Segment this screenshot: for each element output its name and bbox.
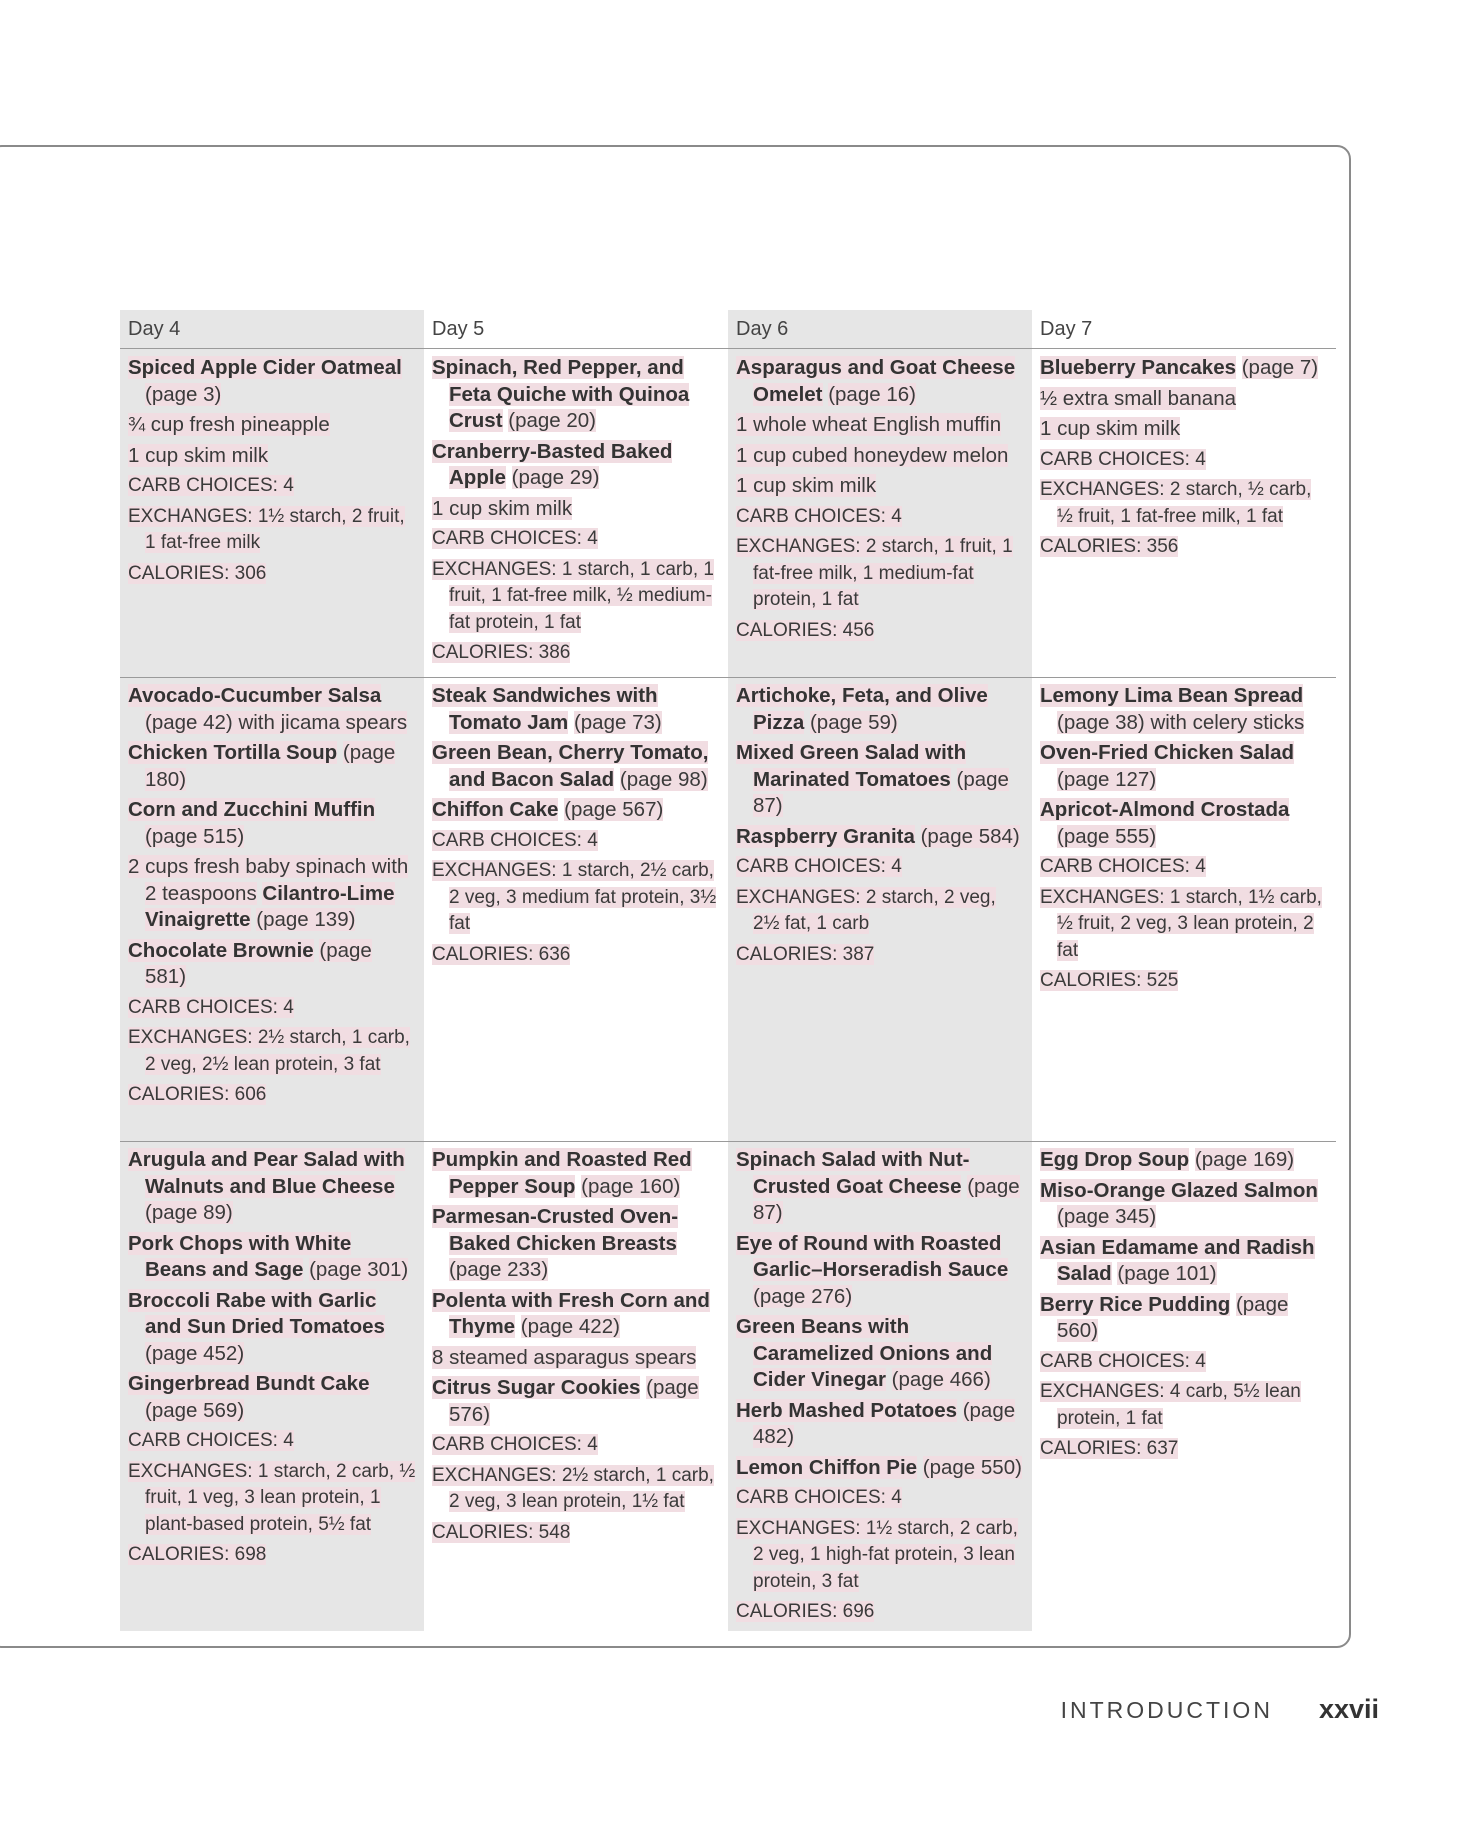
carb-choices-text: CARB CHOICES: 4: [1040, 448, 1206, 470]
day-header: Day 4: [128, 318, 181, 340]
meal-item: [736, 824, 1024, 851]
calories-text: CALORIES: 356: [1040, 536, 1179, 557]
page-reference: (page 59): [809, 710, 898, 734]
meal-item: [128, 1371, 416, 1424]
meal-item: [432, 1204, 720, 1284]
recipe-name: Berry Rice Pudding: [1040, 1292, 1231, 1316]
calories: [1040, 1436, 1328, 1463]
page-reference: (page 87): [753, 1174, 1020, 1224]
meal-item: [1040, 1147, 1328, 1174]
recipe-name: Avocado-Cucumber Salsa: [128, 684, 382, 707]
calories-text: CALORIES: 636: [432, 943, 571, 965]
recipe-name: Parmesan-Crusted Oven-Baked Chicken Breasts: [432, 1205, 679, 1255]
recipe-name: Raspberry Granita: [736, 824, 915, 848]
carb-choices-text: CARB CHOICES: 4: [128, 475, 294, 496]
carb-choices: [128, 995, 416, 1022]
meal-item: [736, 1231, 1024, 1311]
recipe-name: Spinach Salad with Nut-Crusted Goat Cheese: [736, 1148, 970, 1198]
meal-item-text: 1 cup skim milk: [736, 474, 877, 497]
recipe-name: Asian Edamame and Radish Salad: [1040, 1235, 1315, 1285]
meal-item: [1040, 797, 1328, 850]
exchanges: [1040, 477, 1328, 530]
page-reference: (page 87): [753, 767, 1009, 817]
exchanges-text: EXCHANGES: 2 starch, 1 fruit, 1 fat-free milk, 1 medium-fat protein, 1 fat: [736, 536, 1013, 610]
calories-text: CALORIES: 548: [432, 1521, 571, 1543]
meal-item-text: 1 cup skim milk: [128, 443, 269, 467]
exchanges: [1040, 1379, 1328, 1432]
exchanges-text: EXCHANGES: 1½ starch, 2 carb, 2 veg, 1 high-fat protein, 3 lean protein, 3 fat: [736, 1517, 1018, 1592]
meal-item: [736, 1314, 1024, 1394]
calories: [736, 942, 1024, 969]
recipe-name: Polenta with Fresh Corn and Thyme: [432, 1288, 710, 1338]
page-reference: (page 581): [145, 938, 372, 988]
meal-item: [736, 683, 1024, 736]
meal-item: [128, 797, 416, 850]
meal-item: [432, 797, 720, 824]
meal-item: [432, 439, 720, 492]
meal-item: [128, 1231, 416, 1284]
meal-item: [736, 1147, 1024, 1227]
exchanges-text: EXCHANGES: 1 starch, 2 carb, ½ fruit, 1 veg, 3 lean protein, 1 plant-based protein, 5½ fat: [128, 1460, 416, 1535]
recipe-name: Chocolate Brownie: [128, 938, 314, 962]
meal-item: [432, 496, 720, 523]
meal-item: [432, 1345, 720, 1372]
exchanges-text: EXCHANGES: 2 starch, ½ carb, ½ fruit, 1 fat-free milk, 1 fat: [1040, 479, 1312, 527]
meal-item: [128, 740, 416, 793]
page-reference: (page 98): [619, 767, 708, 791]
recipe-name: Blueberry Pancakes: [1040, 356, 1237, 379]
recipe-name: Green Bean, Cherry Tomato, and Bacon Salad: [432, 741, 709, 791]
exchanges-text: EXCHANGES: 1 starch, 1 carb, 1 fruit, 1 fat-free milk, ½ medium-fat protein, 1 fat: [432, 558, 714, 633]
exchanges: [736, 1516, 1024, 1596]
page-reference: (page 101): [1117, 1262, 1217, 1285]
page-reference: (page 16): [828, 382, 916, 406]
section-title: INTRODUCTION: [1060, 1697, 1273, 1723]
page-reference: (page 422): [520, 1315, 620, 1338]
page-number: xxvii: [1318, 1694, 1379, 1724]
meal-cell: [120, 1141, 424, 1631]
meal-item: [128, 683, 416, 736]
meal-cell: [424, 349, 728, 677]
calories-text: CALORIES: 456: [736, 619, 875, 641]
exchanges-text: EXCHANGES: 1 starch, 2½ carb, 2 veg, 3 medium fat protein, 3½ fat: [432, 860, 717, 934]
recipe-name: Herb Mashed Potatoes: [736, 1398, 957, 1422]
page-reference: (page 550): [922, 1455, 1022, 1479]
recipe-name: Pork Chops with White Beans and Sage: [128, 1231, 352, 1281]
page-reference: (page 180): [145, 741, 396, 791]
carb-choices-text: CARB CHOICES: 4: [432, 829, 598, 851]
calories-text: CALORIES: 386: [432, 642, 571, 663]
page-reference: (page 452): [145, 1341, 245, 1365]
day-header: Day 6: [736, 318, 789, 340]
meal-item-text: ¾ cup fresh pineapple: [128, 413, 330, 436]
recipe-name: Gingerbread Bundt Cake: [128, 1372, 370, 1395]
meal-item: [128, 1147, 416, 1227]
page-reference: (page 3): [145, 382, 222, 406]
page-reference: (page 89): [145, 1201, 233, 1224]
meal-item: [432, 1375, 720, 1428]
recipe-name: Lemon Chiffon Pie: [736, 1455, 918, 1479]
meal-item-text: 1 cup skim milk: [432, 496, 573, 520]
carb-choices: [432, 526, 720, 553]
meal-item: [1040, 1235, 1328, 1288]
page-reference: (page 233): [449, 1258, 549, 1281]
meal-item: [1040, 416, 1328, 443]
exchanges-text: EXCHANGES: 1½ starch, 2 fruit, 1 fat-free milk: [128, 505, 405, 553]
meal-item: [736, 473, 1024, 500]
recipe-name: Mixed Green Salad with Marinated Tomatoes: [736, 741, 967, 791]
exchanges-text: EXCHANGES: 1 starch, 1½ carb, ½ fruit, 2 veg, 3 lean protein, 2 fat: [1040, 886, 1322, 961]
meal-cell: [120, 349, 424, 677]
exchanges-text: EXCHANGES: 2½ starch, 1 carb, 2 veg, 3 lean protein, 1½ fat: [432, 1464, 714, 1512]
carb-choices-text: CARB CHOICES: 4: [128, 1430, 294, 1451]
calories: [128, 561, 416, 588]
meal-item: [128, 938, 416, 991]
calories: [128, 1542, 416, 1569]
recipe-name: Chiffon Cake: [432, 798, 559, 821]
carb-choices-text: CARB CHOICES: 4: [432, 1434, 598, 1455]
page-reference: (page 555): [1057, 824, 1157, 848]
recipe-name: Lemony Lima Bean Spread: [1040, 684, 1304, 707]
recipe-name: Steak Sandwiches with Tomato Jam: [432, 684, 658, 734]
meal-cell: [728, 1141, 1032, 1631]
calories-text: CALORIES: 606: [128, 1084, 267, 1105]
meal-item-text: 1 cup skim milk: [1040, 417, 1181, 440]
page-reference: (page 466): [891, 1368, 991, 1391]
calories: [128, 1082, 416, 1109]
page-reference: (page 7): [1241, 356, 1319, 379]
page-reference: (page 169): [1194, 1148, 1295, 1171]
meal-item: [1040, 386, 1328, 413]
calories: [1040, 968, 1328, 995]
carb-choices-text: CARB CHOICES: 4: [128, 996, 294, 1018]
page-reference: (page 567): [564, 798, 664, 821]
recipe-name: Citrus Sugar Cookies: [432, 1376, 641, 1399]
carb-choices: [432, 1432, 720, 1459]
carb-choices: [736, 1485, 1024, 1512]
recipe-name: Eye of Round with Roasted Garlic–Horseradish Sauce: [736, 1231, 1009, 1281]
page-reference: (page 576): [449, 1376, 699, 1426]
meal-item: [432, 740, 720, 793]
meal-item: [736, 443, 1024, 470]
meal-cell: [1032, 349, 1336, 677]
recipe-name: Broccoli Rabe with Garlic and Sun Dried Tomatoes: [128, 1288, 385, 1338]
carb-choices: [128, 1428, 416, 1455]
carb-choices-text: CARB CHOICES: 4: [1040, 856, 1206, 877]
calories: [1040, 534, 1328, 561]
meal-item: [1040, 740, 1328, 793]
meal-item: [128, 854, 416, 934]
meal-item: [432, 1288, 720, 1341]
meal-item: [736, 740, 1024, 820]
carb-choices-text: CARB CHOICES: 4: [1040, 1350, 1206, 1372]
page-reference: (page 160): [581, 1174, 681, 1198]
meal-item: [128, 1288, 416, 1368]
exchanges: [128, 1025, 416, 1078]
carb-choices: [128, 473, 416, 500]
meal-item: [128, 412, 416, 439]
page-footer: [1061, 1694, 1379, 1725]
exchanges: [128, 1459, 416, 1539]
page-reference: (page 482): [753, 1398, 1016, 1448]
recipe-name: Asparagus and Goat Cheese Omelet: [736, 356, 1016, 406]
carb-choices: [736, 504, 1024, 531]
page-reference: (page 139): [256, 908, 356, 931]
recipe-name: Oven-Fried Chicken Salad: [1040, 741, 1295, 764]
page-reference: (page 301): [309, 1258, 409, 1281]
carb-choices: [736, 854, 1024, 881]
page-reference: (page 38) with celery sticks: [1057, 710, 1305, 734]
meal-item-text: 8 steamed asparagus spears: [432, 1345, 697, 1369]
carb-choices-text: CARB CHOICES: 4: [432, 528, 598, 549]
exchanges-text: EXCHANGES: 2 starch, 2 veg, 2½ fat, 1 carb: [736, 886, 996, 934]
meal-cell: [1032, 1141, 1336, 1631]
calories-text: CALORIES: 525: [1040, 970, 1179, 991]
meal-item: [1040, 1292, 1328, 1345]
recipe-name: Arugula and Pear Salad with Walnuts and Blue Cheese: [128, 1148, 405, 1198]
recipe-name: Cranberry-Basted Baked Apple: [432, 439, 673, 489]
meal-item: [128, 443, 416, 470]
calories: [736, 618, 1024, 645]
calories: [432, 1520, 720, 1547]
meal-plan-table: [120, 310, 1336, 1631]
page-reference: (page 29): [511, 466, 600, 489]
recipe-name: Miso-Orange Glazed Salmon: [1040, 1178, 1318, 1202]
meal-item: [1040, 683, 1328, 736]
carb-choices-text: CARB CHOICES: 4: [736, 505, 902, 527]
meal-cell: [1032, 677, 1336, 1141]
meal-item: [736, 412, 1024, 439]
recipe-name: Apricot-Almond Crostada: [1040, 798, 1290, 821]
calories: [736, 1599, 1024, 1626]
calories-text: CALORIES: 637: [1040, 1438, 1179, 1459]
exchanges: [432, 557, 720, 637]
page-reference: (page 515): [145, 824, 245, 848]
page-reference: (page 584): [920, 824, 1020, 848]
page-reference: (page 73): [573, 710, 662, 734]
meal-cell: [424, 677, 728, 1141]
meal-item-text: 1 cup cubed honeydew melon: [736, 443, 1009, 467]
page-reference: (page 560): [1057, 1292, 1289, 1342]
calories: [432, 942, 720, 969]
exchanges: [432, 858, 720, 938]
recipe-name: Spinach, Red Pepper, and Feta Quiche with Quinoa Crust: [432, 356, 690, 432]
recipe-name: Green Beans with Caramelized Onions and Cider Vinegar: [736, 1315, 993, 1391]
meal-item-text: ½ extra small banana: [1040, 386, 1237, 410]
page-reference: (page 20): [508, 409, 597, 432]
exchanges: [432, 1463, 720, 1516]
carb-choices: [432, 828, 720, 855]
day-header: Day 5: [432, 318, 485, 340]
meal-cell: [728, 349, 1032, 677]
page-reference: (page 127): [1057, 767, 1157, 791]
exchanges: [736, 534, 1024, 614]
exchanges-text: EXCHANGES: 4 carb, 5½ lean protein, 1 fat: [1040, 1381, 1301, 1429]
exchanges: [736, 885, 1024, 938]
carb-choices: [1040, 1349, 1328, 1376]
carb-choices: [1040, 854, 1328, 881]
meal-item: [736, 1455, 1024, 1482]
recipe-name: Egg Drop Soup: [1040, 1148, 1190, 1171]
meal-item: [736, 355, 1024, 408]
recipe-name: Cilantro-Lime Vinaigrette: [145, 881, 395, 931]
carb-choices-text: CARB CHOICES: 4: [736, 1487, 902, 1508]
carb-choices-text: CARB CHOICES: 4: [736, 856, 902, 877]
page-reference: (page 345): [1057, 1205, 1157, 1228]
calories-text: CALORIES: 696: [736, 1601, 875, 1622]
meal-item: [1040, 1178, 1328, 1231]
recipe-name: Pumpkin and Roasted Red Pepper Soup: [432, 1148, 692, 1198]
meal-item: [432, 355, 720, 435]
meal-item-text: 2 cups fresh baby spinach with 2 teaspoons: [128, 855, 409, 905]
calories-text: CALORIES: 387: [736, 943, 875, 965]
recipe-name: Corn and Zucchini Muffin: [128, 798, 376, 821]
calories-text: CALORIES: 698: [128, 1544, 267, 1565]
recipe-name: Artichoke, Feta, and Olive Pizza: [736, 684, 988, 734]
exchanges-text: EXCHANGES: 2½ starch, 1 carb, 2 veg, 2½ lean protein, 3 fat: [128, 1027, 410, 1075]
meal-item: [1040, 355, 1328, 382]
page-reference: (page 42) with jicama spears: [145, 710, 408, 734]
meal-cell: [424, 1141, 728, 1631]
recipe-name: Chicken Tortilla Soup: [128, 741, 338, 764]
meal-item: [432, 1147, 720, 1200]
meal-cell: [120, 677, 424, 1141]
meal-item: [432, 683, 720, 736]
day-header: Day 7: [1040, 318, 1093, 340]
exchanges: [128, 504, 416, 557]
meal-item: [128, 355, 416, 408]
calories: [432, 640, 720, 667]
meal-item: [736, 1398, 1024, 1451]
meal-cell: [728, 677, 1032, 1141]
recipe-name: Spiced Apple Cider Oatmeal: [128, 356, 402, 379]
page-reference: (page 569): [145, 1398, 245, 1422]
exchanges: [1040, 885, 1328, 965]
carb-choices: [1040, 447, 1328, 474]
meal-item-text: 1 whole wheat English muffin: [736, 413, 1002, 436]
page-reference: (page 276): [753, 1284, 853, 1308]
calories-text: CALORIES: 306: [128, 562, 267, 584]
